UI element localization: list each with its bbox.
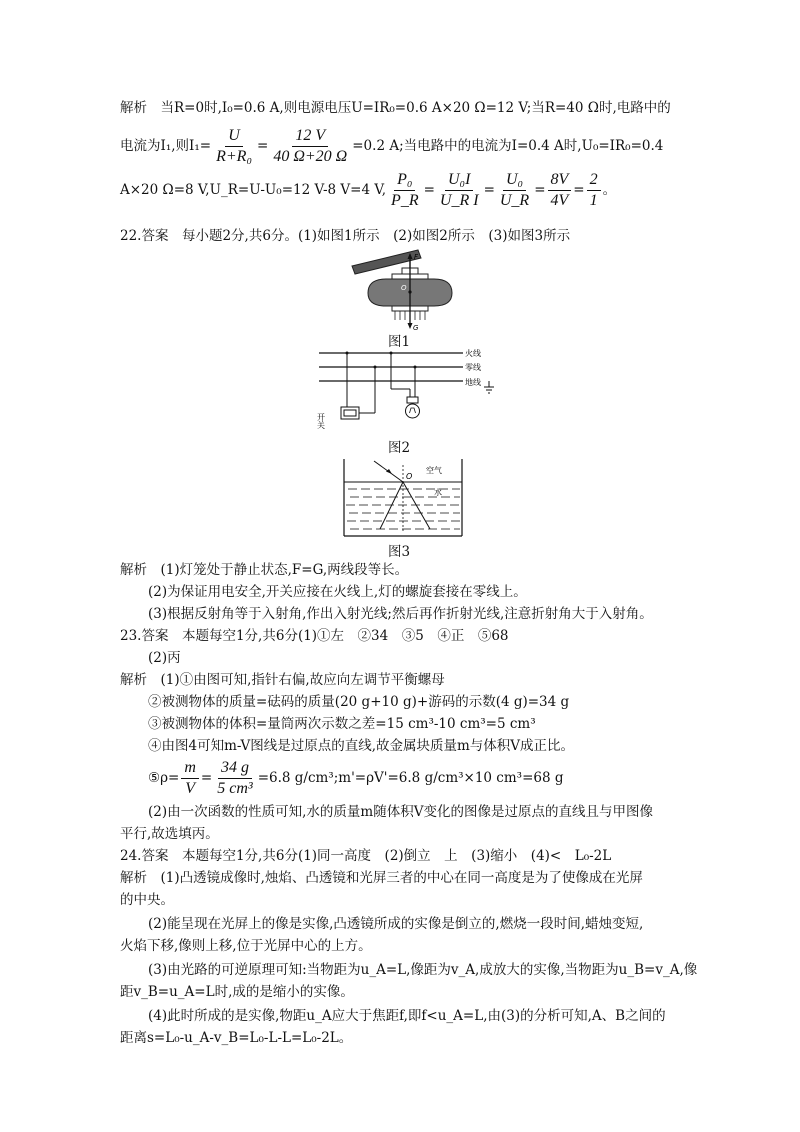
- figure-1-caption: 图1: [388, 334, 411, 350]
- q22-analysis-line-2: (2)为保证用电安全,开关应接在火线上,灯的螺旋套接在零线上。: [148, 584, 527, 600]
- q23-analysis-line-2: ②被测物体的质量=砝码的质量(20 g+10 g)+游码的示数(4 g)=34 g: [148, 694, 570, 710]
- fraction-numerator: 12 V: [292, 126, 328, 147]
- fraction-numerator: U₀I: [445, 170, 473, 191]
- label-g: G: [413, 324, 419, 332]
- density-formula-fraction: [181, 758, 199, 799]
- fraction-denominator: 40 Ω+20 Ω: [273, 148, 348, 165]
- q23-analysis-line-1: 解析 (1)①由图可知,指针右偏,故应向左调节平衡螺母: [120, 672, 445, 688]
- q24-analysis-line-1: 解析 (1)凸透镜成像时,烛焰、凸透镜和光屏三者的中心在同一高度是为了使像成在光屏: [120, 870, 643, 886]
- q24-analysis-line-6: 距v_B=u_A=L时,成的是缩小的实像。: [120, 984, 354, 1000]
- power-ratio-fraction: [587, 170, 601, 211]
- label-o: O: [401, 284, 407, 292]
- figure-3-caption: 图3: [388, 544, 411, 560]
- q23-analysis-line-6: (2)由一次函数的性质可知,水的质量m随体积V变化的图像是过原点的直线且与甲图像: [148, 804, 653, 820]
- fraction-numerator: U₀: [503, 170, 526, 191]
- figure-2-caption: 图2: [388, 440, 411, 456]
- fraction-denominator: U_R: [499, 192, 530, 209]
- q21-text: A×20 Ω=8 V,U_R=U-U₀=12 V-8 V=4 V,: [120, 182, 387, 198]
- q24-analysis-line-3: (2)能呈现在光屏上的像是实像,凸透镜所成的实像是倒立的,燃烧一段时间,蜡烛变短,: [148, 916, 644, 932]
- q23-answer: 23.答案 本题每空1分,共6分(1)①左 ②34 ③5 ④正 ⑤68: [120, 628, 509, 644]
- fraction-numerator: 34 g: [218, 758, 252, 779]
- q24-analysis-line-5: (3)由光路的可逆原理可知:当物距为u_A=L,像距为v_A,成放大的实像,当物距为u_B=v_A,像: [148, 962, 698, 978]
- q24-analysis-line-8: 距离s=L₀-u_A-v_B=L₀-L-L=L₀-2L。: [120, 1030, 353, 1046]
- label-water: 水: [434, 488, 442, 497]
- label-o: O: [406, 472, 413, 481]
- q21-analysis-line-1: 解析 当R=0时,I₀=0.6 A,则电源电压U=IR₀=0.6 A×20 Ω=12 V;当R=40 Ω时,电路中的: [120, 100, 671, 116]
- fraction-numerator: U: [225, 126, 243, 147]
- q23-answer-part-2: (2)丙: [148, 650, 181, 666]
- q23-analysis-line-3: ③被测物体的体积=量筒两次示数之差=15 cm³-10 cm³=5 cm³: [148, 716, 536, 732]
- q21-text: =0.2 A;当电路中的电流为I=0.4 A时,U₀=IR₀=0.4: [352, 138, 664, 154]
- power-ratio-fraction: [437, 170, 482, 211]
- fraction-numerator: 2: [587, 170, 601, 191]
- current-value-fraction: [270, 126, 350, 167]
- q24-analysis-line-2: 的中央。: [120, 892, 174, 908]
- power-ratio-fraction: [388, 170, 422, 211]
- q24-analysis-line-4: 火焰下移,像则上移,位于光屏中心的上方。: [120, 938, 372, 954]
- q22-answer: 22.答案 每小题2分,共6分。(1)如图1所示 (2)如图2所示 (3)如图3所示: [120, 228, 571, 244]
- fraction-denominator: P_R: [391, 192, 419, 209]
- power-ratio-fraction: [548, 170, 572, 211]
- figure-3-optics-diagram: [340, 457, 470, 539]
- label-air: 空气: [426, 466, 442, 475]
- q23-analysis-line-4: ④由图4可知m-V图线是过原点的直线,故金属块质量m与体积V成正比。: [148, 738, 575, 754]
- q23-analysis-line-7: 平行,故选填丙。: [120, 826, 219, 842]
- q23-text: =6.8 g/cm³;m'=ρV'=6.8 g/cm³×10 cm³=68 g: [257, 770, 564, 786]
- power-ratio-fraction: [497, 170, 532, 211]
- q23-text: ⑤ρ=: [148, 770, 180, 786]
- current-formula-fraction: [213, 126, 255, 167]
- density-value-fraction: [214, 758, 255, 799]
- label-neutral-wire: 零线: [465, 363, 481, 372]
- fraction-numerator: m: [181, 758, 199, 779]
- q24-answer: 24.答案 本题每空1分,共6分(1)同一高度 (2)倒立 上 (3)缩小 (4)< L₀-2L: [120, 848, 612, 864]
- label-switch: 开关: [316, 413, 326, 429]
- fraction-denominator: 5 cm³: [217, 780, 253, 797]
- q23-analysis-line-5: ⑤ρ= $\frac{m}{V}$ = $\frac{34 g}{\text{5 cm³}}$ =6.8 g/cm³;m'=ρV'=6.8 g/cm³×10 cm³=68 g: [148, 759, 564, 797]
- q21-analysis-line-2: 电流为I₁,则I₁= $\frac{U}{\text{R+R₀}}$ = $\frac{12 V}{40 \Omega+20 \Omega}$ =0.2 A;当电路中的电流为I=0.4 A时,U₀=IR₀=0.4: [120, 127, 664, 165]
- label-ground-wire: 地线: [465, 378, 481, 387]
- label-f: F: [414, 253, 419, 261]
- q22-analysis-line-1: 解析 (1)灯笼处于静止状态,F=G,两线段等长。: [120, 562, 409, 578]
- fraction-denominator: R+R₀: [216, 148, 252, 165]
- figure-2-circuit-diagram: [315, 345, 505, 435]
- q21-text: 。: [602, 182, 617, 198]
- q21-text: 电流为I₁,则I₁=: [120, 138, 212, 154]
- q22-analysis-line-3: (3)根据反射角等于入射角,作出入射光线;然后再作折射光线,注意折射角大于入射角。: [148, 606, 653, 622]
- figure-1-lantern-diagram: [340, 248, 470, 336]
- q21-analysis-line-3: A×20 Ω=8 V,U_R=U-U₀=12 V-8 V=4 V, $\frac{\text{P₀}}{P\_R}$ = $\frac{\text{U₀I}}{\text{U\_R I}}$ = $\frac{\text{U₀}}{U\_R}$ = $\frac{8V}{4V}$ = $\frac{2}{1}$ 。: [120, 171, 617, 209]
- q24-analysis-line-7: (4)此时所成的是实像,物距u_A应大于焦距f,即f<u_A=L,由(3)的分析可知,A、B之间的: [148, 1008, 666, 1024]
- fraction-denominator: 4V: [550, 192, 569, 209]
- fraction-numerator: P₀: [394, 170, 415, 191]
- fraction-numerator: 8V: [548, 170, 572, 191]
- fraction-denominator: V: [185, 780, 196, 797]
- fraction-denominator: 1: [589, 192, 598, 209]
- label-live-wire: 火线: [465, 349, 481, 358]
- light-bulb: [406, 404, 420, 418]
- fraction-denominator: U_R I: [439, 192, 479, 209]
